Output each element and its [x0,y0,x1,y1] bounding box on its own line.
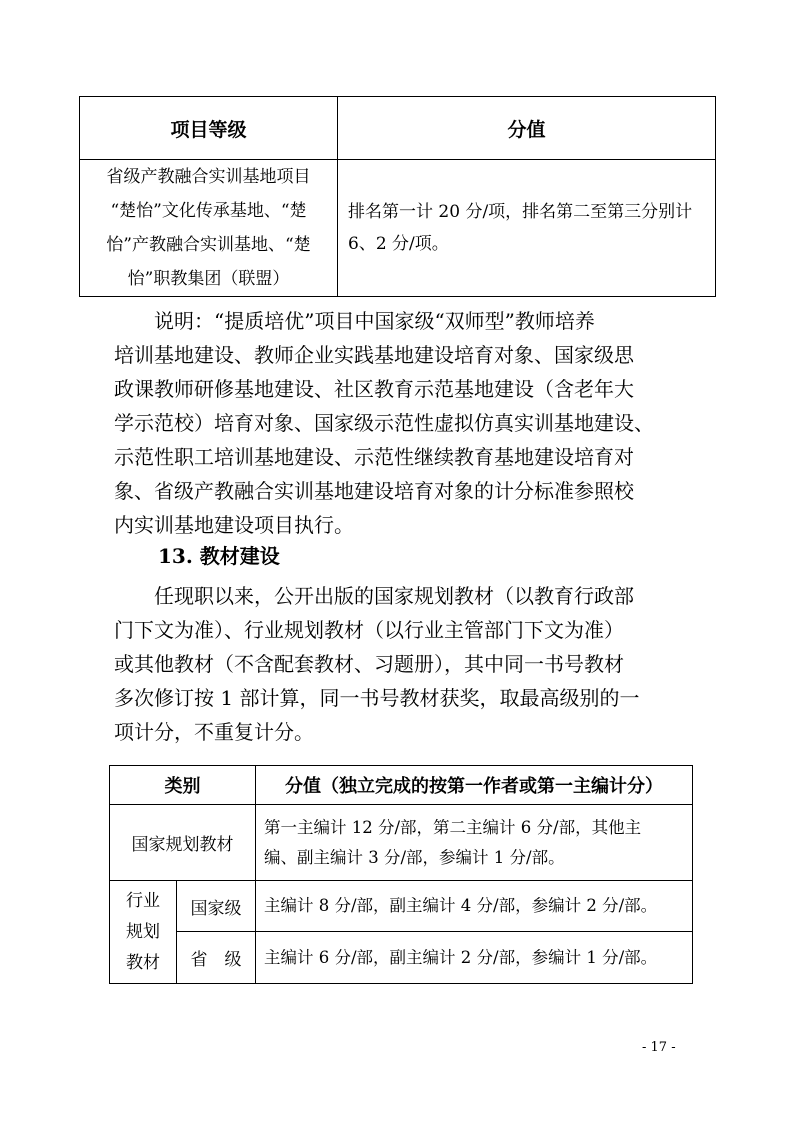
national-score-cell [256,805,693,881]
cell-line: 省级产教融合实训基地项目 [106,167,311,187]
text-line: 内实训基地建设项目执行。 [114,513,354,537]
score-cell [338,160,716,297]
project-level-cell [80,160,338,297]
national-textbook-label: 国家规划教材 [110,805,256,881]
page-number: - 17 - [642,1040,676,1055]
text-line: 任现职以来，公开出版的国家规划教材（以教育行政部 [154,584,634,608]
industry-textbook-label [110,881,177,984]
cell-line: 教材 [126,952,160,973]
text-line: 示范性职工培训基地建设、示范性继续教育基地建设培育对 [114,445,634,469]
text-line: 培训基地建设、教师企业实践基地建设培育对象、国家级思 [114,343,634,367]
table-row [80,160,716,297]
note-paragraph [114,304,684,542]
header-score: 分值（独立完成的按第一作者或第一主编计分） [256,766,693,805]
level-cell: 省 级 [177,932,256,984]
score-cell: 主编计 6 分/部，副主编计 2 分/部，参编计 1 分/部。 [256,932,693,984]
table-row [110,881,693,932]
score-cell: 主编计 8 分/部，副主编计 4 分/部，参编计 2 分/部。 [256,881,693,932]
text-line: 说明：“提质培优”项目中国家级“双师型”教师培养 [154,309,595,333]
body-paragraph [114,579,684,749]
level-cell: 国家级 [177,881,256,932]
cell-line: “楚怡”文化传承基地、“楚 [110,201,307,221]
project-level-table [79,96,716,297]
text-line: 门下文为准）、行业规划教材（以行业主管部门下文为准） [114,618,624,642]
cell-line: 行业 [126,890,160,911]
header-project-level: 项目等级 [80,97,338,160]
cell-line: 6、2 分/项。 [348,234,449,254]
text-line: 多次修订按 1 部计算，同一书号教材获奖，取最高级别的一 [114,686,640,710]
text-line: 或其他教材（不含配套教材、习题册），其中同一书号教材 [114,652,624,676]
cell-line: 第一主编计 12 分/部，第二主编计 6 分/部，其他主 [264,817,642,837]
text-line: 政课教师研修基地建设、社区教育示范基地建设（含老年大 [114,377,634,401]
text-line: 项计分，不重复计分。 [114,720,314,744]
cell-line: 怡”职教集团（联盟） [127,269,290,289]
cell-line: 怡”产教融合实训基地、“楚 [106,235,311,255]
table-row [110,805,693,881]
cell-line: 规划 [126,921,160,942]
table-row [110,932,693,984]
header-category: 类别 [110,766,256,805]
text-line: 象、省级产教融合实训基地建设培育对象的计分标准参照校 [114,479,634,503]
cell-line: 排名第一计 20 分/项，排名第二至第三分别计 [348,202,693,222]
text-line: 学示范校）培育对象、国家级示范性虚拟仿真实训基地建设、 [114,411,654,435]
header-score: 分值 [338,97,716,160]
textbook-table [109,765,693,984]
section-heading: 13. 教材建设 [158,544,280,568]
cell-line: 编、副主编计 3 分/部，参编计 1 分/部。 [264,847,565,867]
